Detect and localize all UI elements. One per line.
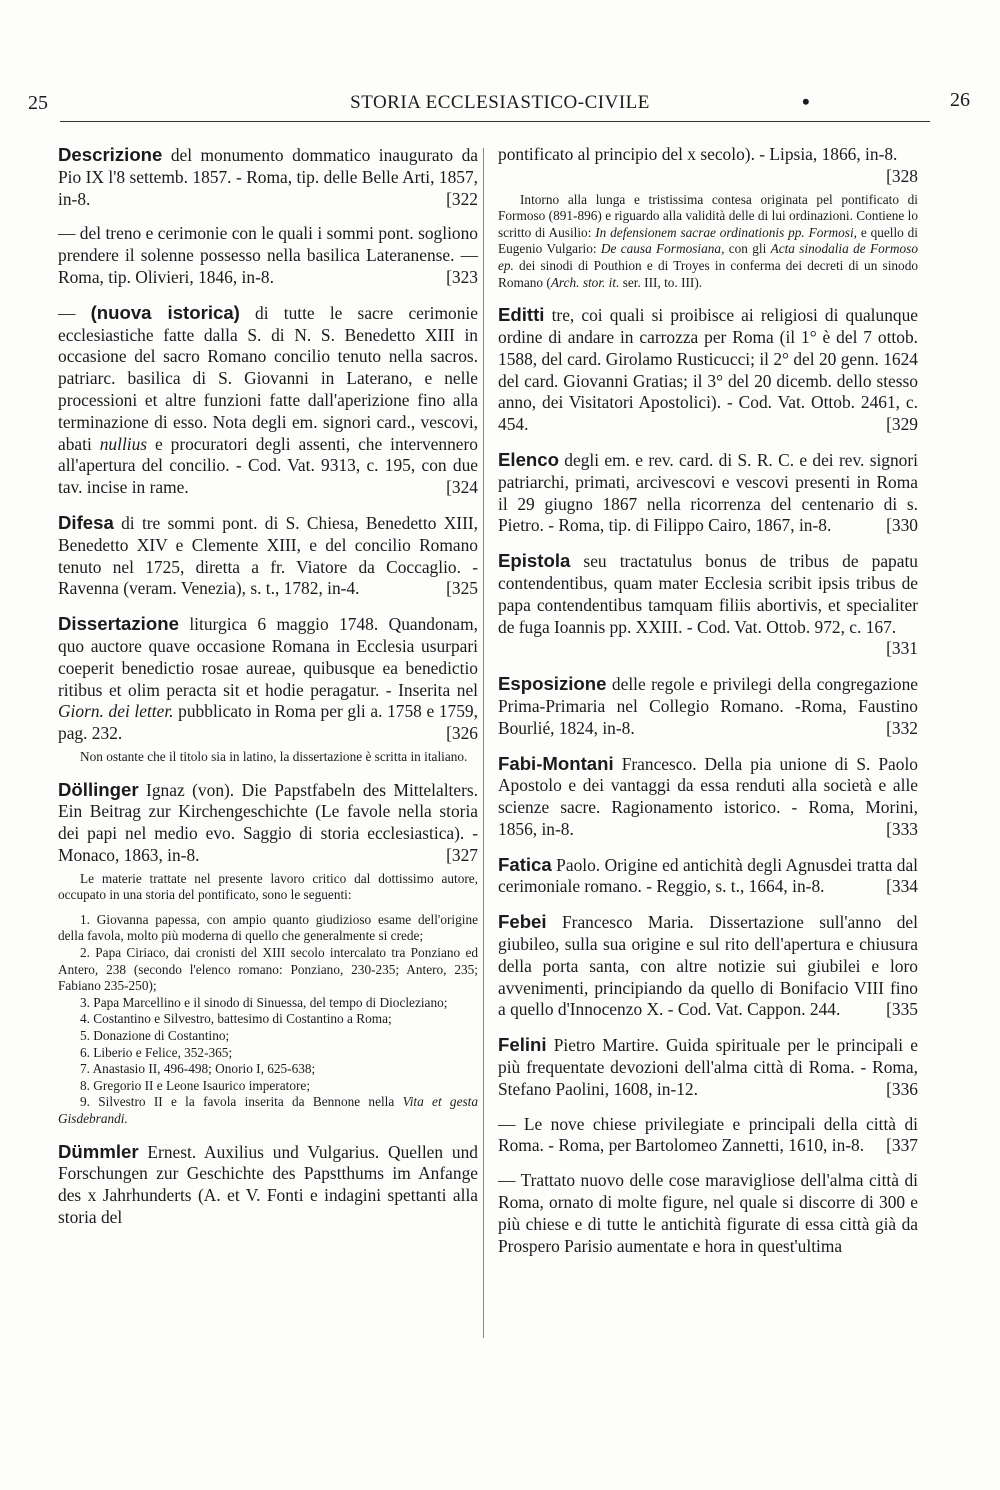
entry-number: [330 bbox=[886, 515, 918, 536]
note-italic: De causa Formosiana bbox=[600, 241, 722, 257]
entry-felini-nove-chiese bbox=[498, 1114, 918, 1158]
entry-dollinger bbox=[58, 779, 478, 867]
note-text: , con gli bbox=[721, 241, 771, 257]
entry-text: Pietro Martire. Guida spirituale per le principali e più frequentate devozioni dell'alma città di Roma. - Roma, Stefano Paolini, 1608, in-12. bbox=[498, 1035, 918, 1099]
entry-text: — del treno e cerimonie con le quali i sommi pont. sogliono prendere il solenne possesso nella basilica Lateranense. —Roma, tip. Olivieri, 1846, in-8. bbox=[58, 223, 478, 287]
entry-fabi-montani bbox=[498, 753, 918, 841]
entry-number: [324 bbox=[446, 477, 478, 498]
entry-number: [333 bbox=[886, 818, 918, 839]
list-item: 1. Giovanna papessa, con ampio quanto giudizioso esame dell'origine della favola, molto più moderna di quello che generalmente si crede; bbox=[58, 911, 478, 944]
entry-elenco bbox=[498, 449, 918, 537]
entry-number: [322 bbox=[446, 188, 478, 209]
right-column bbox=[498, 144, 918, 1270]
entry-esposizione bbox=[498, 673, 918, 739]
list-item: 2. Papa Ciriaco, dai cronisti del XIII secolo intercalato tra Ponziano ed Antero, 238 (secondo l'elenco romano: Ponziano, 230-235; Antero, 235; Fabiano 235-250); bbox=[58, 945, 478, 994]
entry-number: [323 bbox=[446, 266, 478, 287]
entry-text: del monumento dommatico inaugurato da Pio IX l'8 settemb. 1857. - Roma, tip. delle Belle Arti, 1857, in-8. bbox=[58, 145, 478, 209]
entry-note bbox=[58, 871, 478, 1128]
list-item bbox=[58, 1094, 478, 1127]
entry-dummler bbox=[58, 1141, 478, 1229]
entry-text: — Trattato nuovo delle cose maravigliose dell'alma città di Roma, ornato di molte figure, nel quale si discorre di 300 e più chiese e di tutte le antichità figurate di essa città già da Prospero Parisio aumentate e hora in quest'ultima bbox=[498, 1170, 918, 1256]
list-item: 7. Anastasio II, 496-498; Onorio I, 625-638; bbox=[80, 1061, 316, 1077]
entry-text: Paolo. Origine ed antichità degli Agnusdei tratta dal cerimoniale romano. - Reggio, s. t., 1664, in-8. bbox=[498, 854, 918, 897]
entry-text: Ernest. Auxilius und Vulgarius. Quellen und Forschungen zur Geschichte des Papstthums im Anfange des x Jahrhunderts (A. et V. Fonti e indagini spettanti alla storia del bbox=[58, 1141, 478, 1227]
entry-text: delle regole e privilegi della congregazione Prima-Primaria nel Collegio Romano. -Roma, Faustino Bourlié, 1824, in-8. bbox=[498, 674, 918, 738]
note-text: ser. III, to. III). bbox=[619, 274, 703, 290]
entry-number: [336 bbox=[886, 1078, 918, 1099]
entry-keyword: Elenco bbox=[498, 448, 559, 470]
column-divider bbox=[483, 148, 484, 1338]
entry-note: Non ostante che il titolo sia in latino, la dissertazione è scritta in italiano. bbox=[80, 748, 468, 764]
entry-dummler-cont bbox=[498, 144, 918, 188]
entry-number: [331 bbox=[886, 638, 918, 659]
entry-text-cont: pubblicato in Roma per gli a. 1758 e 1759, pag. 232. bbox=[58, 701, 478, 744]
entry-felini-trattato bbox=[498, 1170, 918, 1257]
entry-italic: Giorn. dei letter. bbox=[58, 701, 174, 722]
entry-text: di tre sommi pont. di S. Chiesa, Benedetto XIII, Benedetto XIV e Clemente XIII, e del concilio Romano tenuto nel 1725, diretta a fr. Viatore da Coccaglio. - Ravenna (veram. Venezia), s. t., 1782, in-4. bbox=[58, 512, 478, 599]
page-number-left: 25 bbox=[28, 92, 48, 114]
entry-keyword: Editti bbox=[498, 304, 545, 326]
list-item-text: 9. Silvestro II e la favola inserita da Bennone nella bbox=[80, 1094, 403, 1110]
header-dot: • bbox=[802, 89, 810, 114]
entry-number: [327 bbox=[446, 844, 478, 865]
entry-text-cont: e procuratori degli assenti, che intervennero all'apertura del concilio. - Cod. Vat. 9313, c. 195, con due tav. incise in rame. bbox=[58, 433, 478, 498]
entry-keyword: Descrizione bbox=[58, 144, 163, 165]
entry-felini bbox=[498, 1034, 918, 1100]
note-intro: Le materie trattate nel presente lavoro critico dal dottissimo autore, occupato in una storia del pontificato, sono le seguenti: bbox=[58, 870, 478, 903]
entry-keyword: Difesa bbox=[58, 511, 114, 533]
list-item: 3. Papa Marcellino e il sinodo di Sinuessa, del tempo di Diocleziano; bbox=[80, 994, 448, 1010]
entry-keyword: Febei bbox=[498, 911, 547, 933]
entry-nuova-istorica bbox=[58, 302, 478, 499]
list-item-italic: Vita et gesta Gisdebrandi. bbox=[58, 1094, 479, 1127]
entry-text: pontificato al principio del x secolo). - Lipsia, 1866, in-8. bbox=[498, 144, 898, 164]
list-item: 5. Donazione di Costantino; bbox=[80, 1028, 230, 1044]
entry-keyword: Dissertazione bbox=[58, 613, 179, 635]
entry-number: [337 bbox=[886, 1135, 918, 1156]
note-italic: In defensionem sacrae ordinationis pp. Formosi bbox=[595, 224, 854, 240]
left-column bbox=[58, 144, 478, 1242]
entry-difesa bbox=[58, 512, 478, 600]
entry-note bbox=[498, 192, 918, 292]
entry-descrizione bbox=[58, 144, 478, 210]
entry-number: [328 bbox=[886, 165, 918, 186]
entry-text: di tutte le sacre cerimonie ecclesiastiche fatte dalla S. di N. S. Benedetto XIII in occasione del sacro Romano concilio tenuto nella sacros. patriarc. basilica di S. Giovanni in Laterano, e nelle processioni et altre funzioni fatte dall'aperizione fino alla terminazione di esso. Nota degli em. signori card., vescovi, abati bbox=[58, 302, 478, 454]
note-list bbox=[58, 912, 478, 1128]
entry-keyword: Epistola bbox=[498, 550, 571, 572]
note-text: , e quello di Eugenio Vulgario: bbox=[498, 224, 918, 257]
entry-keyword: Fabi-Montani bbox=[498, 752, 614, 774]
entry-number: [329 bbox=[886, 414, 918, 435]
entry-epistola bbox=[498, 550, 918, 660]
entry-fatica bbox=[498, 854, 918, 899]
running-title: STORIA ECCLESIASTICO-CIVILE bbox=[350, 92, 650, 113]
entry-text: seu tractatulus bonus de tribus de papatu contendentibus, quam mater Ecclesia scribit ipsis tribus de papa contendentibus tamquam filiis abortivis, et specialiter de fuga Ioannis pp. XXIII. - Cod. Vat. Ottob. 972, c. 167. bbox=[498, 551, 918, 637]
entry-dash: — bbox=[58, 302, 91, 323]
entry-number: [325 bbox=[446, 578, 478, 599]
entry-number: [334 bbox=[886, 876, 918, 897]
entry-keyword: Felini bbox=[498, 1034, 547, 1056]
note-italic: Acta sinodalia de Formoso ep. bbox=[498, 241, 918, 273]
entry-number: [335 bbox=[886, 999, 918, 1020]
page-number-right: 26 bbox=[950, 89, 970, 111]
entry-keyword: Dümmler bbox=[58, 1140, 139, 1162]
entry-keyword: Döllinger bbox=[58, 778, 139, 800]
entry-text: Francesco Maria. Dissertazione sull'anno del giubileo, sulla sua origine e sul rito dell'apertura e chiusura della porta santa, con altre notizie sui giubilei e loro avvenimenti, principiando da quello di Bonifacio VIII fino a quello d'Innocenzo X. - Cod. Vat. Cappon. 244. bbox=[498, 912, 918, 1020]
entry-keyword: (nuova istorica) bbox=[90, 301, 240, 323]
entry-text: liturgica 6 maggio 1748. Quandonam, quo auctore quave occasione Romana in Ecclesia usurpari coeperit benedictio rosae aureae, quibusque ea benedictio ritibus et olim peracta sit et hodie peragatur. - Inserita nel bbox=[58, 614, 478, 700]
entry-italic: nullius bbox=[99, 433, 148, 454]
list-item: 8. Gregorio II e Leone Isaurico imperatore; bbox=[80, 1077, 311, 1093]
entry-text: Ignaz (von). Die Papstfabeln des Mittelalters. Ein Beitrag zur Kirchengeschichte (Le favole nella storia dei papi nel medio evo. Saggio di storia ecclesiastica). - Monaco, 1863, in-8. bbox=[58, 779, 478, 865]
entry-text: — Le nove chiese privilegiate e principali della città di Roma. - Roma, per Bartolomeo Zannetti, 1610, in-8. bbox=[498, 1113, 918, 1156]
entry-keyword: Esposizione bbox=[498, 673, 607, 695]
note-italic: Arch. stor. it. bbox=[550, 274, 620, 290]
entry-keyword: Fatica bbox=[498, 853, 552, 875]
list-item: 6. Liberio e Felice, 352-365; bbox=[80, 1044, 233, 1060]
entry-descrizione-treno bbox=[58, 223, 478, 288]
note-text: Intorno alla lunga e tristissima contesa originata pel pontificato di Formoso (891-896) e riguardo alla validità delle di lui ordinazioni. Contiene lo scritto di Ausilio: bbox=[498, 191, 918, 240]
entry-text: degli em. e rev. card. di S. R. C. e dei rev. signori patriarchi, primati, arcivescovi e vescovi presenti in Roma il 29 giugno 1867 nella ricorrenza del centenario di s. Pietro. - Roma, tip. di Filippo Cairo, 1867, in-8. bbox=[498, 449, 918, 536]
list-item: 4. Costantino e Silvestro, battesimo di Costantino a Roma; bbox=[80, 1011, 392, 1027]
entry-number: [326 bbox=[446, 723, 478, 744]
entry-number: [332 bbox=[886, 717, 918, 738]
entry-dissertazione bbox=[58, 613, 478, 745]
entry-text: Francesco. Della pia unione di S. Paolo Apostolo e dei vantaggi da essa renduti alla società e alle scienze sacre. Ragionamento istorico. - Roma, Morini, 1856, in-8. bbox=[498, 753, 918, 839]
header-rule bbox=[60, 121, 930, 122]
note-text: dei sinodi di Pouthion e di Troyes in conferma dei decreti di un sinodo Romano ( bbox=[498, 257, 918, 290]
entry-text: tre, coi quali si proibisce ai religiosi di qualunque ordine di andare in carrozza per Roma (il 1° è del 7 ottob. 1588, del card. Girolamo Rusticucci; il 2° del 20 genn. 1624 del card. Giovanni Gratias; il 3° del 20 dicemb. dello stesso anno, dei Visitatori Apostolici). - Cod. Vat. Ottob. 2461, c. 454. bbox=[498, 305, 918, 435]
entry-editti bbox=[498, 304, 918, 436]
entry-febei bbox=[498, 911, 918, 1021]
